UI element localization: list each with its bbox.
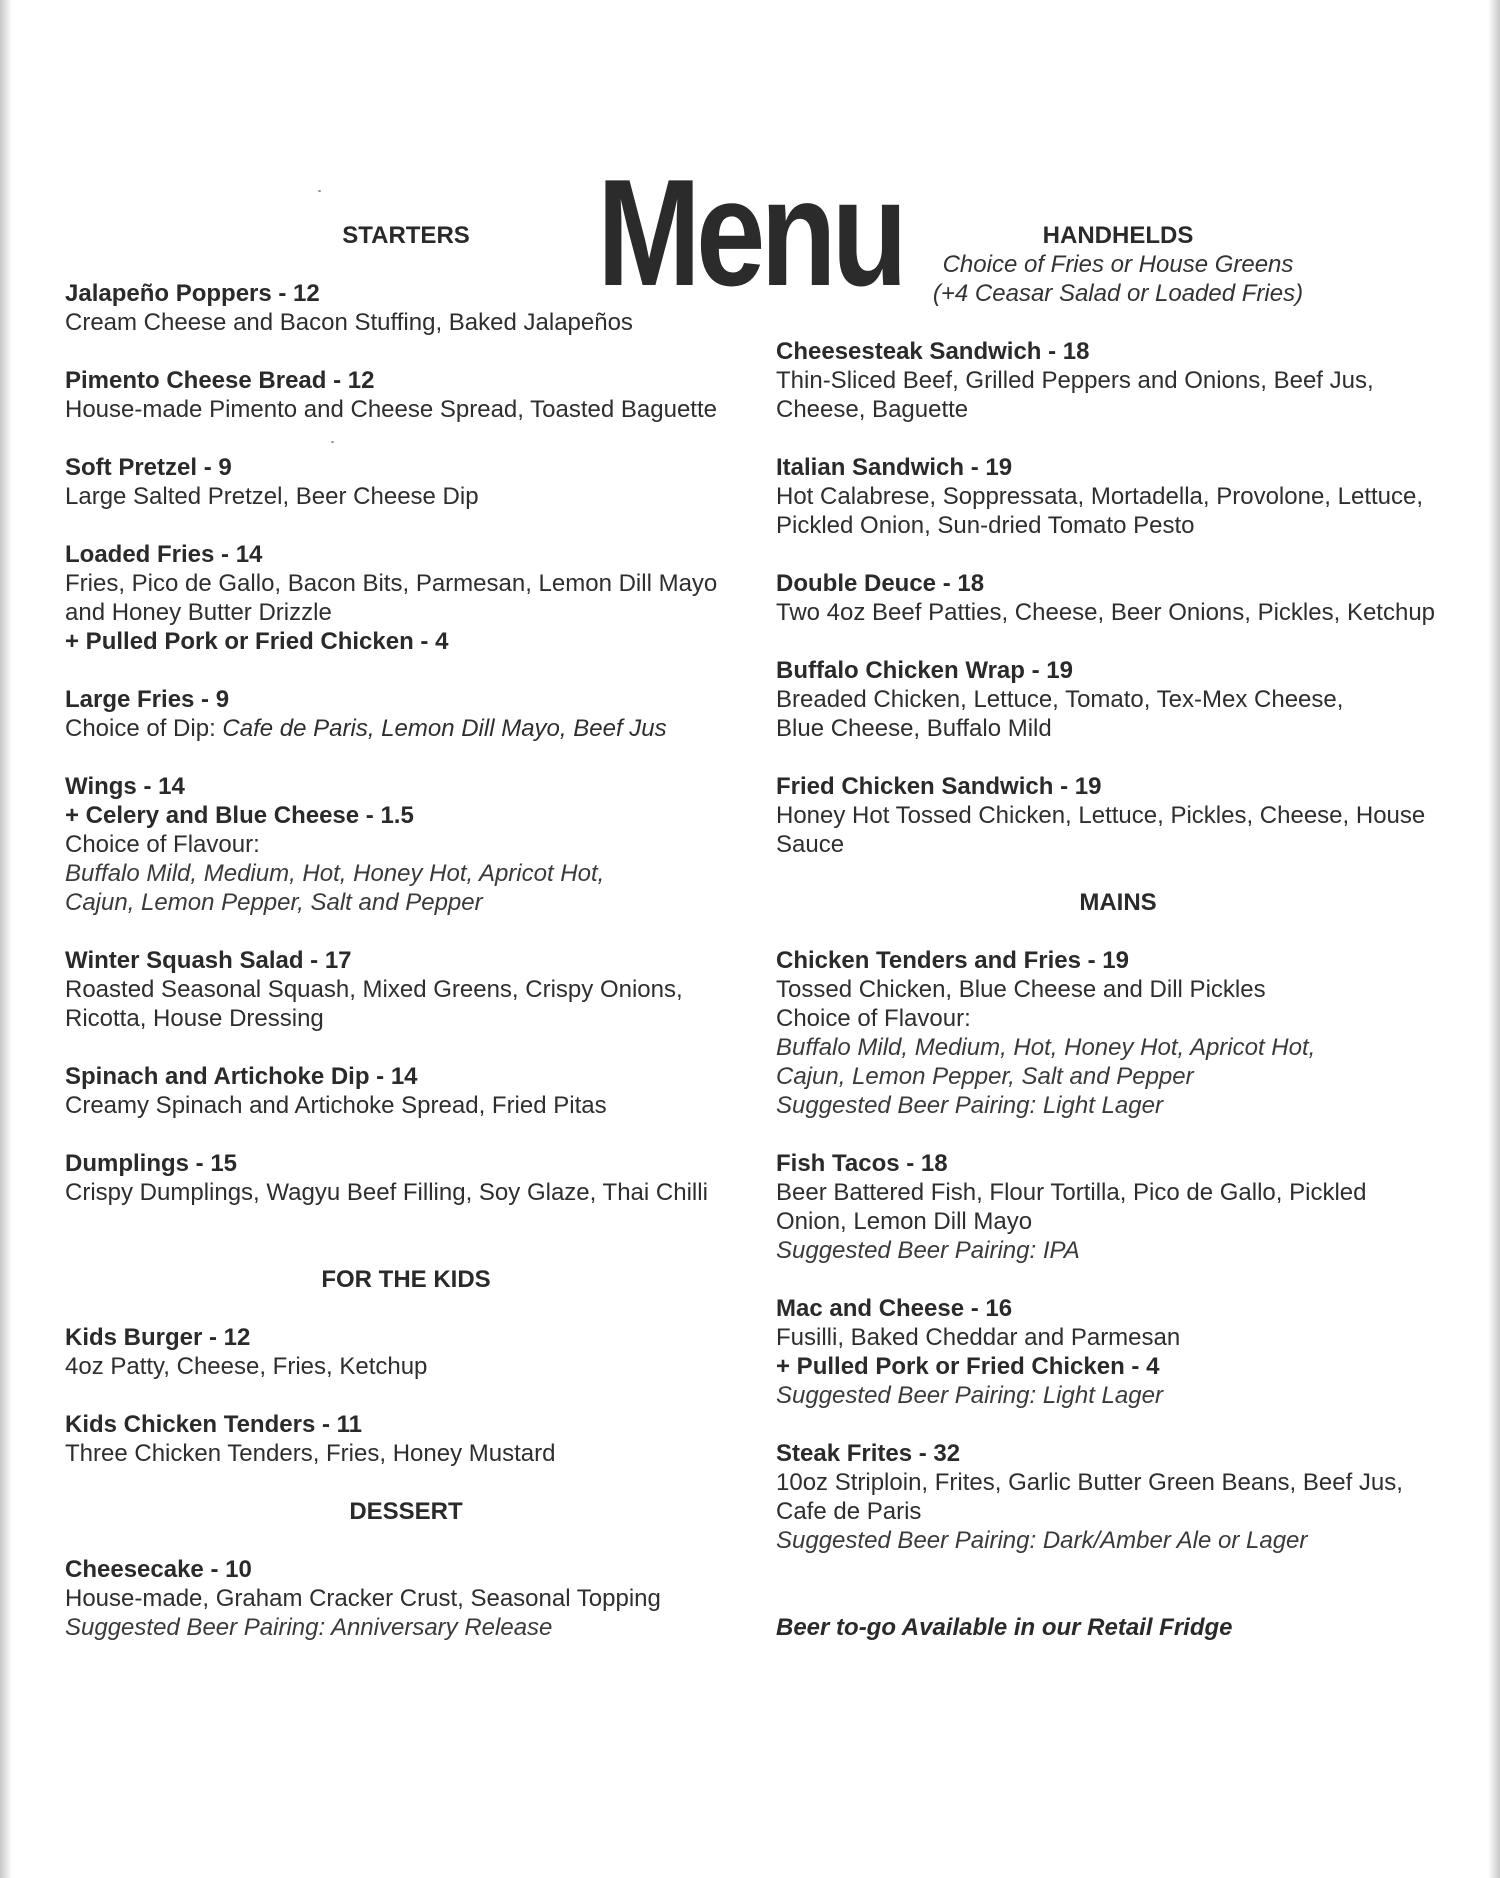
item-name: Kids Chicken Tenders - 11 [65,1411,362,1438]
item-description: Hot Calabrese, Soppressata, Mortadella, Provolone, Lettuce, [776,483,1424,510]
menu-item [65,366,755,424]
item-description: Onion, Lemon Dill Mayo [776,1208,1033,1235]
item-name: Fried Chicken Sandwich - 19 [776,773,1102,800]
beer-pairing: Suggested Beer Pairing: Light Lager [776,1382,1163,1409]
choice-label: Choice of Flavour: [65,831,260,858]
item-description: Large Salted Pretzel, Beer Cheese Dip [65,483,479,510]
item-description: Cafe de Paris [776,1498,922,1525]
item-name: Loaded Fries - 14 [65,541,263,568]
item-description: 4oz Patty, Cheese, Fries, Ketchup [65,1353,428,1380]
beer-pairing: Suggested Beer Pairing: Dark/Amber Ale or Lager [776,1527,1308,1554]
menu-item [65,279,755,337]
beer-pairing: Suggested Beer Pairing: IPA [776,1237,1080,1264]
item-name: Large Fries - 9 [65,686,230,713]
item-addon: + Pulled Pork or Fried Chicken - 4 [65,628,449,655]
item-name: Buffalo Chicken Wrap - 19 [776,657,1073,684]
item-name: Fish Tacos - 18 [776,1150,948,1177]
item-description: Fries, Pico de Gallo, Bacon Bits, Parmesan, Lemon Dill Mayo [65,570,718,597]
item-name: Italian Sandwich - 19 [776,454,1013,481]
item-description: 10oz Striploin, Frites, Garlic Butter Green Beans, Beef Jus, [776,1469,1403,1496]
flavour-options: Cajun, Lemon Pepper, Salt and Pepper [776,1063,1194,1090]
menu-item [776,772,1476,859]
section-note: Choice of Fries or House Greens [942,251,1294,278]
section-title-mains: MAINS [1079,889,1157,916]
item-description: Breaded Chicken, Lettuce, Tomato, Tex-Mex Cheese, [776,686,1344,713]
item-description: Honey Hot Tossed Chicken, Lettuce, Pickles, Cheese, House [776,802,1426,829]
item-description: Cream Cheese and Bacon Stuffing, Baked Jalapeños [65,309,633,336]
menu-item [65,1555,755,1642]
menu-item [65,685,755,743]
item-name: Kids Burger - 12 [65,1324,251,1351]
item-description: Crispy Dumplings, Wagyu Beef Filling, Soy Glaze, Thai Chilli [65,1179,708,1206]
item-description: Three Chicken Tenders, Fries, Honey Mustard [65,1440,556,1467]
item-name: Wings - 14 [65,773,185,800]
item-name: Winter Squash Salad - 17 [65,947,352,974]
menu-item [776,656,1476,743]
flavour-options: Buffalo Mild, Medium, Hot, Honey Hot, Apricot Hot, [65,860,605,887]
item-description: Fusilli, Baked Cheddar and Parmesan [776,1324,1181,1351]
item-description: Blue Cheese, Buffalo Mild [776,715,1052,742]
section-title-kids: FOR THE KIDS [321,1266,491,1293]
section-title-dessert: DESSERT [349,1498,463,1525]
item-description: House-made Pimento and Cheese Spread, Toasted Baguette [65,396,717,423]
menu-item [65,946,755,1033]
item-name: Cheesecake - 10 [65,1556,252,1583]
right-column [776,221,1476,1642]
menu-item [776,1149,1476,1265]
item-name: Cheesesteak Sandwich - 18 [776,338,1090,365]
item-description: Beer Battered Fish, Flour Tortilla, Pico de Gallo, Pickled [776,1179,1367,1206]
item-description: Pickled Onion, Sun-dried Tomato Pesto [776,512,1195,539]
item-addon: + Celery and Blue Cheese - 1.5 [65,802,414,829]
menu-title: Menu [597,147,903,318]
flavour-options: Buffalo Mild, Medium, Hot, Honey Hot, Apricot Hot, [776,1034,1316,1061]
menu-item [65,1410,755,1468]
item-description: Ricotta, House Dressing [65,1005,324,1032]
menu-item [776,1294,1476,1410]
item-name: Chicken Tenders and Fries - 19 [776,947,1130,974]
dip-label: Choice of Dip: [65,715,216,742]
section-title-starters: STARTERS [342,222,470,249]
menu-item [776,1439,1476,1555]
page-edge-left [0,0,12,1878]
menu-item [65,540,755,656]
menu-item [776,569,1476,627]
page-edge-right [1488,0,1500,1878]
item-name: Double Deuce - 18 [776,570,985,597]
item-description: Two 4oz Beef Patties, Cheese, Beer Onions, Pickles, Ketchup [776,599,1436,626]
item-description: Tossed Chicken, Blue Cheese and Dill Pickles [776,976,1266,1003]
beer-pairing: Suggested Beer Pairing: Light Lager [776,1092,1163,1119]
item-name: Mac and Cheese - 16 [776,1295,1013,1322]
item-description: Thin-Sliced Beef, Grilled Peppers and Onions, Beef Jus, [776,367,1374,394]
menu-item [776,337,1476,424]
item-name: Steak Frites - 32 [776,1440,961,1467]
menu-item [776,946,1476,1120]
menu-item [65,453,755,511]
item-addon: + Pulled Pork or Fried Chicken - 4 [776,1353,1160,1380]
item-name: Jalapeño Poppers - 12 [65,280,320,307]
item-description: Creamy Spinach and Artichoke Spread, Fried Pitas [65,1092,607,1119]
beer-pairing: Suggested Beer Pairing: Anniversary Release [65,1614,553,1641]
menu-item [65,772,755,917]
menu-item [65,1149,755,1207]
left-column [65,221,755,1642]
section-title-handhelds: HANDHELDS [1042,222,1194,249]
item-description: House-made, Graham Cracker Crust, Seasonal Topping [65,1585,661,1612]
item-name: Pimento Cheese Bread - 12 [65,367,375,394]
flavour-options: Cajun, Lemon Pepper, Salt and Pepper [65,889,483,916]
item-description: and Honey Butter Drizzle [65,599,332,626]
section-note: (+4 Ceasar Salad or Loaded Fries) [932,280,1304,307]
item-name: Soft Pretzel - 9 [65,454,232,481]
item-description: Roasted Seasonal Squash, Mixed Greens, Crispy Onions, [65,976,683,1003]
menu-item [776,453,1476,540]
dip-options: Cafe de Paris, Lemon Dill Mayo, Beef Jus [222,715,667,742]
item-description: Cheese, Baguette [776,396,969,423]
item-name: Dumplings - 15 [65,1150,238,1177]
item-description: Sauce [776,831,845,858]
menu-item [65,1323,755,1381]
menu-item [65,1062,755,1120]
choice-label: Choice of Flavour: [776,1005,971,1032]
item-name: Spinach and Artichoke Dip - 14 [65,1063,418,1090]
item-dip-line [65,714,755,743]
beer-to-go-note: Beer to-go Available in our Retail Fridge [776,1614,1233,1641]
